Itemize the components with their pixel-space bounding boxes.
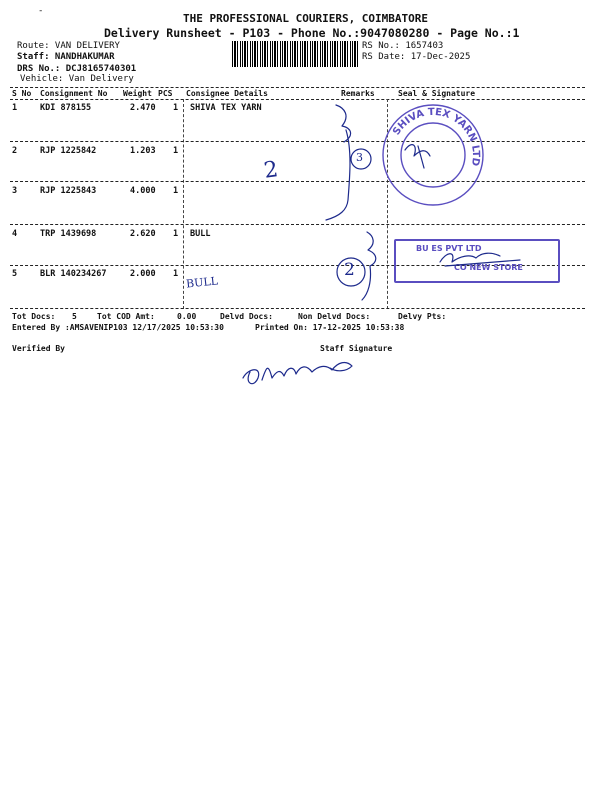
row1-weight: 2.470 [130, 103, 156, 113]
row1-sno: 1 [12, 103, 18, 113]
remark-bracket-2 [362, 232, 376, 300]
tot-cod-label: Tot COD Amt: [97, 312, 155, 321]
rs-number: RS No.: 1657403 [362, 41, 444, 51]
tot-docs-label: Tot Docs: [12, 312, 56, 321]
row5-sno: 5 [12, 269, 18, 279]
row4-weight: 2.620 [130, 229, 156, 239]
row3-weight: 4.000 [130, 186, 156, 196]
tot-docs-value: 5 [72, 312, 77, 321]
verified-by-label: Verified By [12, 344, 65, 353]
row1-consignment: KDI 878155 [40, 103, 92, 113]
circle-2-text: 2 [344, 260, 355, 280]
row2-pcs: 1 [173, 146, 179, 156]
row5-consignment: BLR 140234267 [40, 269, 107, 279]
row3-pcs: 1 [173, 186, 179, 196]
remark-bracket-1 [326, 130, 350, 220]
row2-sno: 2 [12, 146, 18, 156]
row2-rule [10, 181, 585, 182]
row1-rule [10, 141, 585, 142]
row5-handwritten-scrawl: BULL [185, 274, 219, 291]
consignee-col-divider [183, 99, 184, 309]
header-pcs: PCS [158, 89, 173, 98]
entered-by: Entered By :AMSAVENIP103 12/17/2025 10:53:30 [12, 323, 224, 332]
row2-consignment: RJP 1225842 [40, 146, 97, 156]
row3-consignment: RJP 1225843 [40, 186, 97, 196]
rect-stamp-line1: BU ES PVT LTD [416, 244, 482, 253]
row4-sno: 4 [12, 229, 18, 239]
vehicle-text: Vehicle: Van Delivery [20, 74, 134, 84]
header-sno: S No [12, 89, 32, 98]
staff-text: Staff: NANDHAKUMAR [17, 52, 115, 62]
company-title: THE PROFESSIONAL COURIERS, COIMBATORE [183, 12, 429, 25]
tot-cod-value: 0.00 [177, 312, 197, 321]
row3-rule [10, 224, 585, 225]
header-remarks: Remarks [341, 89, 375, 98]
staff-signature-label: Staff Signature [320, 344, 393, 353]
route-text: Route: VAN DELIVERY [17, 41, 120, 51]
seal-outer-ring [383, 105, 483, 205]
header-weight: Weight [123, 89, 152, 98]
row4-pcs: 1 [173, 229, 179, 239]
row4-consignee: BULL [190, 229, 211, 239]
row3-sno: 3 [12, 186, 18, 196]
delvy-pts-label: Delvy Pts: [398, 312, 447, 321]
table-header-rule [10, 99, 585, 100]
delvd-docs-label: Delvd Docs: [220, 312, 273, 321]
seal-textpath: SHIVA TEX YARN LTD [391, 106, 482, 167]
header-seal: Seal & Signature [398, 89, 476, 98]
rect-stamp [394, 239, 560, 283]
seal-inner-ring [401, 123, 465, 187]
row4-consignment: TRP 1439698 [40, 229, 97, 239]
rs-date: RS Date: 17-Dec-2025 [362, 52, 471, 62]
header-consignment: Consignment No [40, 89, 108, 98]
seal-text [391, 107, 481, 167]
table-bottom-rule [10, 308, 585, 309]
row5-weight: 2.000 [130, 269, 156, 279]
row5-pcs: 1 [173, 269, 179, 279]
non-delvd-docs-label: Non Delvd Docs: [298, 312, 371, 321]
barcode [232, 41, 358, 67]
remark-squiggle-1 [336, 105, 351, 142]
staff-signature-scrawl [243, 363, 352, 384]
runsheet-subtitle: Delivery Runsheet - P103 - Phone No.:9047080280 - Page No.:1 [104, 26, 520, 40]
drs-number: DRS No.: DCJ8165740301 [17, 64, 137, 74]
row2-weight: 1.203 [130, 146, 156, 156]
rect-stamp-line2: CO NEW STORE [454, 263, 523, 272]
circle-3-text: 3 [356, 151, 363, 164]
round-seal-stamp [378, 100, 488, 210]
header-consignee: Consignee Details [186, 89, 268, 98]
row2-handwritten-mark: 2 [262, 157, 280, 184]
printed-on: Printed On: 17-12-2025 10:53:38 [255, 323, 405, 332]
row1-pcs: 1 [173, 103, 179, 113]
corner-mark: - [38, 6, 44, 16]
table-top-rule [10, 87, 585, 88]
row1-consignee: SHIVA TEX YARN [190, 103, 262, 113]
